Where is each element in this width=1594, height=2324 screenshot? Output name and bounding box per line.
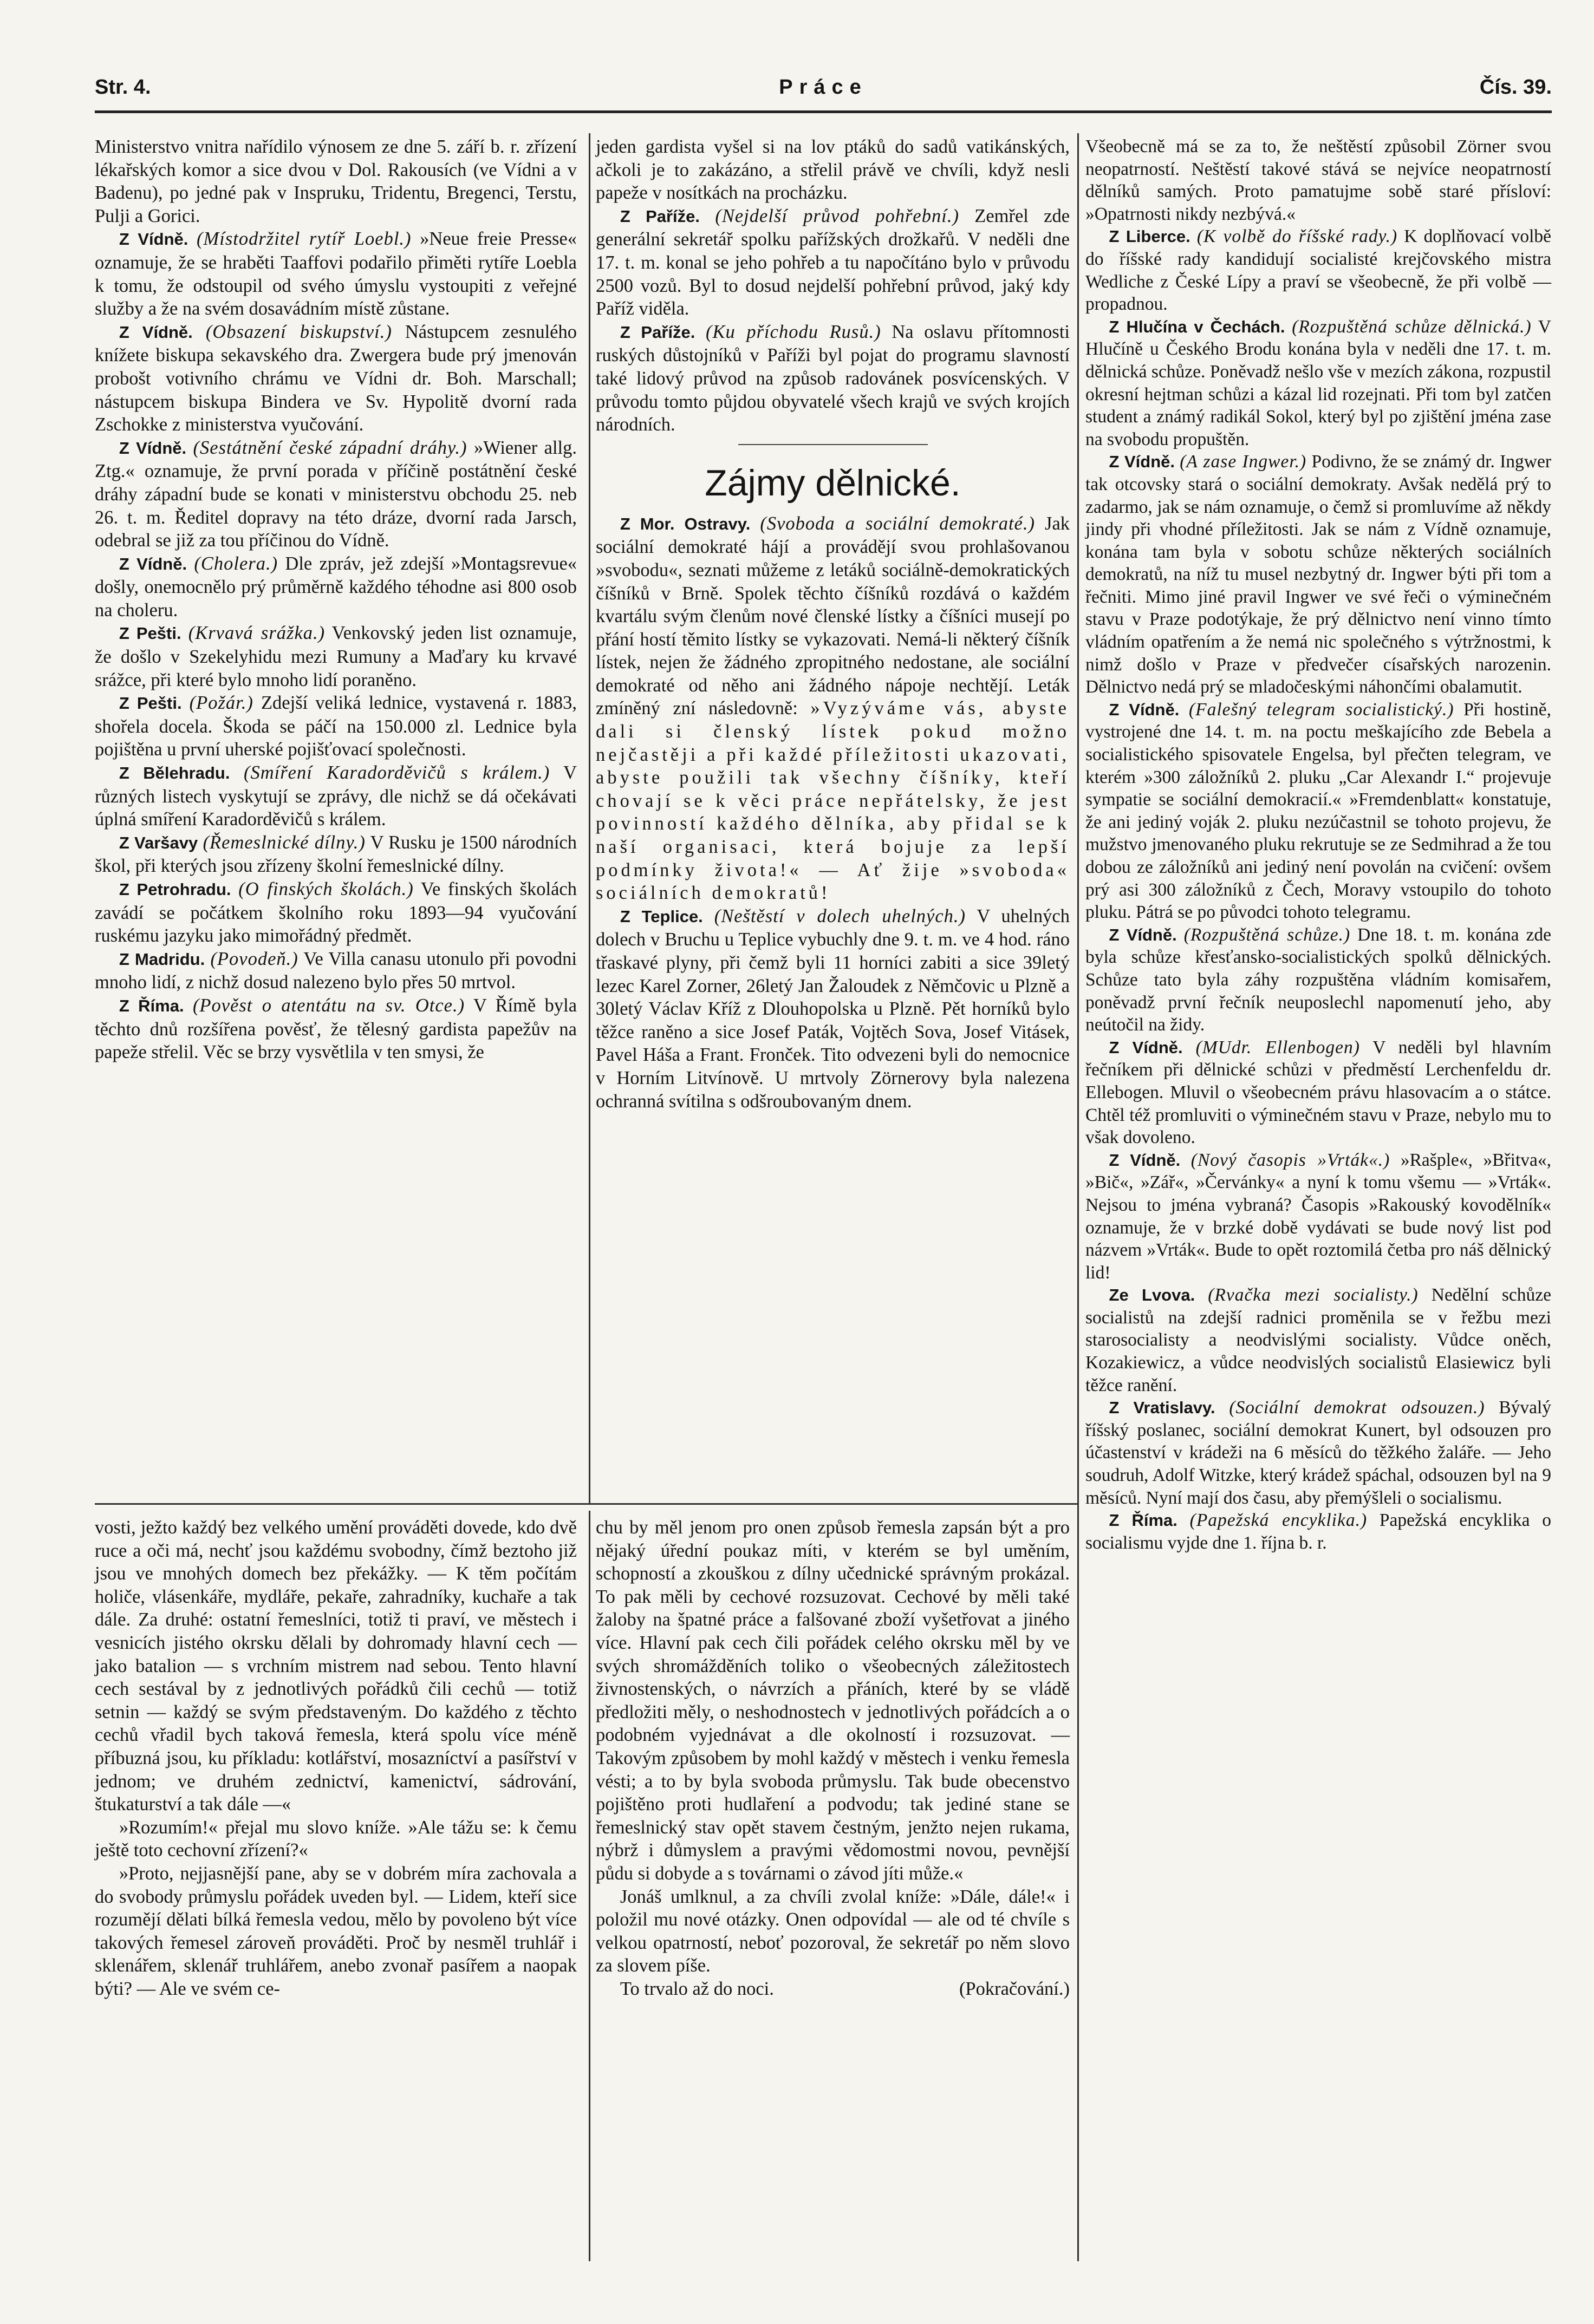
news-topic: (O finských školách.) <box>238 879 414 899</box>
news-item <box>95 691 577 761</box>
news-topic: (Místodržitel rytíř Loebl.) <box>197 229 412 250</box>
news-place: Z Vídně. <box>1109 1150 1181 1170</box>
news-topic: (Falešný telegram socialistický.) <box>1188 699 1454 720</box>
news-place: Z Teplice. <box>620 906 703 926</box>
feuilleton-rule <box>95 1503 1077 1505</box>
continuation-note: (Pokračování.) <box>959 1978 1070 1999</box>
news-item <box>95 436 577 552</box>
news-item <box>1085 698 1551 924</box>
news-text: Ve finských školách zavádí se počátkem školního roku 1893—94 vyučování ruskému jazyku jako mimořádný předmět. <box>95 879 577 946</box>
news-item <box>95 878 577 948</box>
feuilleton-column-1 <box>95 1516 577 2000</box>
news-text: Na oslavu přítomnosti ruských důstojníků v Paříži byl pojat do programu slavností také lidový průvod na způsob radovánek posvícenských. V průvodu tomto půjdou obyvatelé všech krajů ve svých krojích národních. <box>596 321 1070 435</box>
feuilleton-paragraph: vosti, ježto každý bez velkého umění prováděti dovede, kdo dvě ruce a oči má, nechť jsou každému svobodny, čímž beztoho již jsou ve mnohých domech bez překážky. — K těm počítám holiče, vlásenkáře, mydláře, pekaře, zahradníky, kuchaře a tak dále. Za druhé: ostatní řemeslníci, totiž ti praví, ve městech i vesnicích jistého okrsku dělali by dohromady hlavní cech — jako batalion — s vrchním mistrem nad sebou. Tento hlavní cech sestával by z jednotlivých pořádků čili cechů — totiž setnin — každý se svým představeným. Do každého z těchto cechů vřadil bych taková řemesla, která spolu více méně příbuzná jsou, ku příkladu: kotlářství, mosazníctví a pasířství v jednom; ve druhém zednictví, kamenictví, sádrování, štukaturství a tak dále —« <box>95 1517 577 1815</box>
header-rule <box>95 110 1552 113</box>
section-title: Zájmy dělnické. <box>705 462 961 504</box>
news-text: »Neue freie Presse« oznamuje, že se hraběti Taaffovi podařilo přiměti rytíře Loebla k tomu, že odstoupil od svého úmyslu vystoupiti z veřejné služby a že na svém dosavádním místě zůstane. <box>95 229 577 319</box>
news-place: Z Říma. <box>1109 1511 1177 1530</box>
news-place: Z Paříže. <box>620 322 695 342</box>
news-place: Z Pešti. <box>119 694 182 713</box>
news-text: Zdejší veliká lednice, vystavená r. 1883, shořela docela. Škoda se páčí na 150.000 zl. Lednice byla pojištěna u první uherské pojišťovací společnosti. <box>95 693 577 760</box>
feuilleton-paragraph: »Proto, nejjasnější pane, aby se v dobrém míra zachovala a do svobody průmyslu pořádek uveden byl. — Lidem, kteří sice rozumějí dělati bílká řemesla vedou, mělo by povoleno být více takových řemesel zároveň prováděti. Proč by nesměl truhlář i sklenářem, sklenář truhlářem, anebo zvonař pasířem a naopak býti? — Ale ve svém ce- <box>95 1863 577 1999</box>
page-header <box>95 76 1552 106</box>
news-place: Z Vídně. <box>1109 925 1177 944</box>
column-divider <box>589 1511 590 2261</box>
news-topic: (Krvavá srážka.) <box>188 623 326 644</box>
news-place: Z Varšavy <box>119 833 198 852</box>
quoted-leaflet: »Vyzýváme vás, abyste dali si členský lístek pokud možno nejčastěji a při každé příležitosti ukazovati, abyste použili tak všechny číšníky, kteří chovají se k věci práce nepřátelsky, že jest povinností každého dělníka, aby přidal se k naší organisaci, která bojuje za lepší podmínky života!« — Ať žije »svoboda« sociálních demokratů! <box>596 698 1070 904</box>
closing-text: To trvalo až do noci. <box>620 1978 774 1999</box>
feuilleton-paragraph: »Rozumím!« přejal mu slovo kníže. »Ale tážu se: k čemu ještě toto cechovní zřízení?« <box>95 1817 577 1861</box>
column-2 <box>596 135 1070 1113</box>
news-item <box>95 948 577 994</box>
news-text: Ve Villa canasu utonulo při povodni mnoho lidí, z nichž dosud nalezeno bylo přes 50 mrtvol. <box>95 948 577 993</box>
news-topic: (Ku příchodu Rusů.) <box>706 321 881 342</box>
newspaper-title: Práce <box>779 76 868 99</box>
news-text: V neděli byl hlavním řečníkem při dělnické schůzi v předměstí Lerchenfeldu dr. Ellebogen. Mluvil o všeobecném právu hlasovacím a o státce. Chtěl též promluviti o výminečném stavu v Praze, nebylo mu to však dovoleno. <box>1085 1037 1551 1148</box>
news-text: Zemřel zde generální sekretář spolku pařížských drožkařů. V neděli dne 17. t. m. konal se jeho pohřeb a tu napočítáno bylo v průvodu 2500 vozů. Byl to dosud nejdelší pohřební průvod, jaký kdy Paříž viděla. <box>596 205 1070 319</box>
column-1 <box>95 135 577 1064</box>
news-text: V uhelných dolech v Bruchu u Teplice vybuchly dne 9. t. m. ve 4 hod. ráno třaskavé plyny, při čemž byli 11 horníci zabiti a sice 39letý lezec Karel Zorner, 26letý Jan Žaloudek z Němčovic u Plzně a 30letý Václav Kříž z Dlouhopolska u Plzně. Pět horníků bylo těžce raněno a sice Josef Paták, Vojtěch Sova, Josef Vitásek, Pavel Háša a Frant. Fronček. Tito odvezeni byli do nemocnice v Horním Litvínově. U mrtvoly Zörnerovy byla nalezena ochranná svítilna s odšroubovaným dnem. <box>596 905 1070 1112</box>
news-item <box>95 622 577 691</box>
news-topic: (Sestátnění české západní dráhy.) <box>193 437 467 458</box>
news-text: Podivno, že se známý dr. Ingwer tak otcovsky stará o sociální demokraty. Avšak nedělá prý to zadarmo, jak se nám oznamuje, o čemž si promluvíme až někdy jindy při vhodné příležitosti. Jak se nám z Vídně oznamuje, konána tam byla v sobotu schůze některých sociálních demokratů, na níž tu musel nezbytný dr. Ingwer býti při tom a řečniti. Mimo jiné pravil Ingwer ve své řeči o výminečném stavu v Praze podotýkaje, že prý dělnictvo není vinno tímto vládním opatřením a že nemá nic společného s výtržnostmi, k nimž došlo v Praze v předvečer císařských narozenin. Dělnictvo nedá prý se mladočeskými náhončími obalamutit. <box>1085 452 1551 697</box>
news-item <box>1085 451 1551 698</box>
news-item <box>1085 225 1551 315</box>
news-item <box>95 994 577 1064</box>
news-place: Z Vídně. <box>119 438 187 458</box>
news-text: V Hlučíně u Českého Brodu konána byla v neděli dne 17. t. m. dělnická schůze. Poněvadž nešlo vše v mezích zákona, rozpustil okresní hejtman schůzi a kázal lid rozejnati. Při tom byl zatčen student a známý radikál Sokol, který byl po zjištění jména zase na svobodu propuštěn. <box>1085 316 1551 449</box>
news-place: Z Pešti. <box>119 624 181 643</box>
news-item <box>95 321 577 436</box>
news-topic: (Nejdelší průvod pohřební.) <box>715 205 959 226</box>
news-item <box>1085 1036 1551 1149</box>
news-item <box>95 761 577 831</box>
news-item <box>596 321 1070 436</box>
news-item <box>95 227 577 320</box>
section-separator <box>738 444 928 445</box>
news-item <box>1085 1396 1551 1509</box>
news-item <box>596 905 1070 1113</box>
news-place: Z Vídně. <box>1109 452 1175 472</box>
news-text: Jak sociální demokraté hájí a provádějí svou prohlašovanou »svobodu«, seznati můžeme z letáků sociálně-demokratických číšníků v Brně. Spolek těchto číšníků rozdává o každém kvartálu svým členům nové členské lístky a číšníci musejí po přání hostí těmito lístky se vykazovati. Nemá-li některý číšník lístek, nejen že žádného zpropitného nedostane, ale sociální demokraté od něho ani žádného nápoje nechtějí. Leták zmíněný zní následovně: <box>596 513 1070 719</box>
news-place: Z Petrohradu. <box>119 880 231 899</box>
news-text: V Rusku je 1500 národních škol, při kterých jsou zřízeny školní řemeslnické dílny. <box>95 832 577 877</box>
news-topic: (Nový časopis »Vrták«.) <box>1190 1150 1390 1170</box>
news-place: Z Hlučína v Čechách. <box>1109 317 1285 336</box>
news-text: »Wiener allg. Ztg.« oznamuje, že první porada v příčině postátnění české dráhy západní bude se konati v ministerstvu obchodu 25. neb 26. t. m. Ředitel dopravy na této dráze, dvorní rada Jarsch, odebral se již za tou příčinou do Vídně. <box>95 437 577 551</box>
news-item <box>596 205 1070 321</box>
feuilleton-paragraph: Jonáš umlknul, a za chvíli zvolal kníže: »Dále, dále!« i položil mu nové otázky. Onen odpovídal — ale od té chvíle s velkou opatrností, neboť pozoroval, že sekretář po něm slovo za slovem píše. <box>596 1886 1070 1976</box>
feuilleton-column-2 <box>596 1516 1070 2000</box>
news-item <box>95 831 577 878</box>
news-place: Z Vratislavy. <box>1109 1398 1215 1418</box>
news-place: Z Říma. <box>119 996 184 1015</box>
news-place: Z Liberce. <box>1109 227 1190 246</box>
page-number: Str. 4. <box>95 76 151 99</box>
news-item <box>1085 1284 1551 1396</box>
news-text: Venkovský jeden list oznamuje, že došlo v Szekelyhidu mezi Rumuny a Maďary ku krvavé srážce, při které bylo mnoho lidí poraněno. <box>95 623 577 690</box>
news-text: »Rašple«, »Břitva«, »Bič«, »Zář«, »Červánky« a nyní k tomu všemu — »Vrták«. Nejsou to jména vybraná? Časopis »Rakouský kovodělník« oznamuje, že v brzké době vydávati se bude nový list pod názvem »Vrták«. Bude to opět roztomilá četba pro náš dělnický lid! <box>1085 1150 1552 1283</box>
news-topic: (A zase Ingwer.) <box>1180 452 1307 472</box>
feuilleton-paragraph: chu by měl jenom pro onen způsob řemesla zapsán být a pro nějaký úřední poukaz míti, v kterém se byl uměním, schopností a zkouškou z dílny učednické správným prokázal. To pak měli by cechové rozsuzovat. Cechové by měli také žaloby na špatné práce a falšované zboží vyšetřovat a jiného více. Hlavní pak cech čili pořádek celého okrsku měl by ve svých shromážděních toliko o všeobecných záležitostech živnostenských, o návrzích a přáních, které by se vládě předložiti měly, o neshodnostech v jednotlivých pořádcích a o podobném vyjednávat a dle okolností i rozsuzovat. — Takovým způsobem by mohl každý v městech i venku řemesla vésti; a to by byla svoboda průmyslu. Tak bude obecenstvo pojištěno proti hudlaření a podvodu; tak jediné stane se řemeslnický stav opět stavem čestným, jenžto nejen rukama, nýbrž i důmyslem a pravými vědomostmi novou, pevnější půdu si dobyde a s továrnami o závod jíti může.« <box>596 1517 1070 1884</box>
news-topic: (Povodeň.) <box>210 948 298 969</box>
news-place: Z Madridu. <box>119 949 205 969</box>
news-text: V Římě byla těchto dnů rozšířena pověsť, že tělesný gardista papežův na papeže střelil. Věc se brzy vysvětlila v ten smysi, že <box>95 995 577 1063</box>
news-text: Dle zpráv, jež zdejší »Montagsrevue« došly, onemocnělo prý průměrně každého téhodne asi 800 osob na choleru. <box>95 553 577 621</box>
news-topic: (Neštěstí v dolech uhelných.) <box>714 905 966 926</box>
news-topic: (Požár.) <box>189 693 253 714</box>
news-topic: (Svoboda a sociální demokraté.) <box>760 513 1035 534</box>
column-3 <box>1085 135 1551 1554</box>
news-topic: (Cholera.) <box>194 553 278 574</box>
news-place: Z Vídně. <box>119 230 188 249</box>
news-item <box>1085 924 1551 1036</box>
news-topic: (Obsazení biskupství.) <box>205 321 392 342</box>
news-item <box>596 512 1070 905</box>
news-topic: (MUdr. Ellenbogen) <box>1195 1037 1360 1057</box>
news-topic: (K volbě do říšské rady.) <box>1196 226 1398 247</box>
news-place: Z Vídně. <box>119 322 193 342</box>
news-text: V různých listech vyskytují se zprávy, dle nichž se dá očekávati úplná smíření Karadorděvičů s králem. <box>95 762 577 830</box>
article-paragraph: Všeobecně má se za to, že neštěstí způsobil Zörner svou neopatrností. Neštěstí takové stává se nejvíce neopatrností dělníků samých. Proto pamatujme sobě staré přísloví: »Opatrnosti nikdy nezbývá.« <box>1085 136 1551 224</box>
news-item <box>1085 1149 1551 1284</box>
news-place: Z Mor. Ostravy. <box>620 514 751 533</box>
article-paragraph: jeden gardista vyšel si na lov ptáků do sadů vatikánských, ačkoli je to zakázáno, a střelil právě ve chvíli, když nesli papeže v nosítkách na procházku. <box>596 136 1070 204</box>
news-text: Papežská encyklika o socialismu vyjde dne 1. října b. r. <box>1085 1510 1552 1553</box>
news-topic: (Rozpuštěná schůze dělnická.) <box>1292 316 1532 337</box>
news-place: Z Vídně. <box>1109 700 1180 719</box>
news-text: Při hostině, vystrojené dne 14. t. m. na poctu meškajícího zde Bebela a socialistického spisovatele Engelsa, byl přečten telegram, ve kterém »300 záložníků 2. pluku „Car Alexandr I.“ projevuje sympatie se sociální demokracií.« »Fremdenblatt« konstatuje, že ani jediný voják 2. pluku nezúčastnil se tohoto projevu, že mužstvo jmenovaného pluku rekrutuje se ze Sedmihrad a že tou dobou ze záložníků ani jediný není povolán na cvičení: ovšem prý asi 300 záložníků z Čech, Moravy vstoupilo do tohoto pluku. Pátrá se po původci tohoto telegramu. <box>1085 699 1552 923</box>
news-place: Z Vídně. <box>119 554 187 573</box>
news-text: Nástupcem zesnulého knížete biskupa sekavského dra. Zwergera bude prý jmenován probošt votivního chrámu ve Vídni dr. Boh. Marschall; nástupcem biskupa Bindera ve Sv. Hypolitě dvorní rada Zschokke z ministerstva vyučování. <box>95 321 577 435</box>
news-item <box>1085 1509 1551 1554</box>
article-paragraph: Ministerstvo vnitra nařídilo výnosem ze dne 5. září b. r. zřízení lékařských komor a sice dvou v Dol. Rakousích (ve Vídni a v Badenu), po jedné pak v Inspruku, Tridentu, Bregenci, Terstu, Pulji a Gorici. <box>95 136 577 226</box>
news-place: Z Vídně. <box>1109 1037 1183 1057</box>
news-topic: (Rvačka mezi socialisty.) <box>1208 1285 1419 1305</box>
news-text: K doplňovací volbě do říšské rady kandidují socialisté krejčovského mistra Wedliche z České Lípy a praví se všeobecně, že při volbě — propadnou. <box>1085 226 1551 315</box>
news-place: Ze Lvova. <box>1109 1285 1195 1305</box>
column-divider <box>589 133 590 1503</box>
news-text: Bývalý říšský poslanec, sociální demokrat Kunert, byl odsouzen pro účastenství v krádeži na 6 měsíců do těžkého žaláře. — Jeho soudruh, Adolf Witzke, který krádež spáchal, odsouzen byl na 9 měsíců. Nyní mají dos času, aby přemýšleli o socialismu. <box>1085 1398 1552 1508</box>
feuilleton-closing <box>596 1977 1070 2001</box>
news-topic: (Sociální demokrat odsouzen.) <box>1229 1398 1485 1418</box>
news-item <box>1085 316 1551 451</box>
news-topic: (Papežská encyklika.) <box>1189 1510 1368 1531</box>
news-place: Z Paříže. <box>620 206 700 226</box>
news-topic: (Řemeslnické dílny.) <box>203 832 366 853</box>
news-topic: (Pověst o atentátu na sv. Otce.) <box>192 995 465 1016</box>
news-text: Dne 18. t. m. konána zde byla schůze křesťansko-socialistických spolků dělnických. Schůze tato byla záhy rozpuštěna vládním komisařem, poněvadž první řečník neuposlechl napomenutí jeho, aby neútočil na židy. <box>1085 924 1552 1035</box>
news-place: Z Bělehradu. <box>119 763 230 783</box>
news-text: Nedělní schůze socialistů na zdejší radnici proměnila se v řežbu mezi starosocialisty a neodvislými socialisty. Vůdce oněch, Kozakiewicz, a vůdce neodvislých socialistů Elasiewicz byli těžce ranění. <box>1085 1285 1551 1395</box>
issue-number: Čís. 39. <box>1479 76 1552 99</box>
news-topic: (Rozpuštěná schůze.) <box>1183 924 1351 945</box>
news-topic: (Smíření Karadorděvičů s králem.) <box>243 762 550 784</box>
news-item <box>95 552 577 622</box>
column-divider <box>1077 133 1079 2261</box>
